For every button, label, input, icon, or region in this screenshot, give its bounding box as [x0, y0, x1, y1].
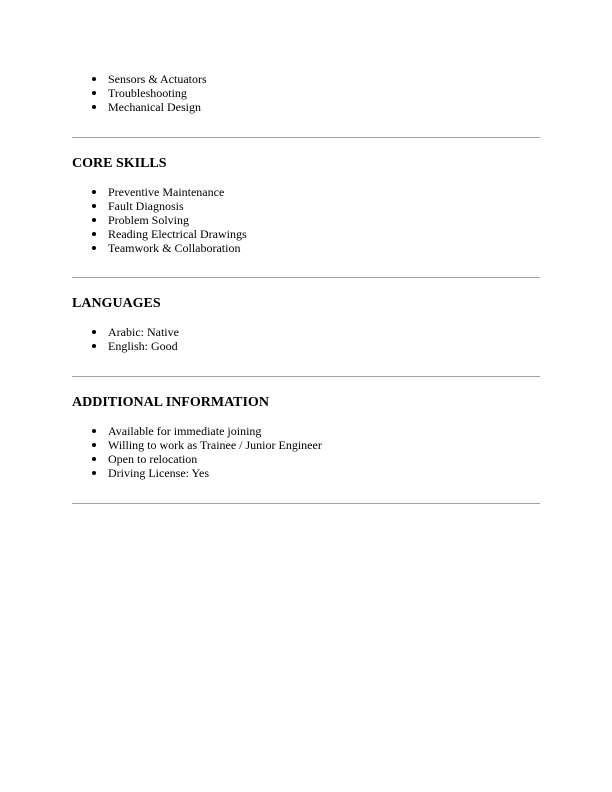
list-item: Driving License: Yes [72, 466, 322, 480]
list-item: Preventive Maintenance [72, 185, 247, 199]
list-item: Reading Electrical Drawings [72, 227, 247, 241]
list-item: Sensors & Actuators [72, 72, 207, 86]
list-item: English: Good [72, 339, 179, 353]
list-item: Problem Solving [72, 213, 247, 227]
additional-information-heading: ADDITIONAL INFORMATION [72, 395, 269, 410]
section-divider [72, 277, 540, 278]
list-item: Fault Diagnosis [72, 199, 247, 213]
section-divider [72, 376, 540, 377]
section-divider [72, 137, 540, 138]
core-skills-list [72, 185, 247, 255]
list-item: Teamwork & Collaboration [72, 241, 247, 255]
list-item: Available for immediate joining [72, 424, 322, 438]
core-skills-heading: CORE SKILLS [72, 156, 167, 171]
list-item: Willing to work as Trainee / Junior Engineer [72, 438, 322, 452]
list-item: Open to relocation [72, 452, 322, 466]
section-divider [72, 503, 540, 504]
list-item: Mechanical Design [72, 100, 207, 114]
languages-heading: LANGUAGES [72, 296, 161, 311]
list-item: Arabic: Native [72, 325, 179, 339]
languages-list [72, 325, 179, 353]
list-item: Troubleshooting [72, 86, 207, 100]
technical-skills-list [72, 72, 207, 114]
additional-information-list [72, 424, 322, 480]
